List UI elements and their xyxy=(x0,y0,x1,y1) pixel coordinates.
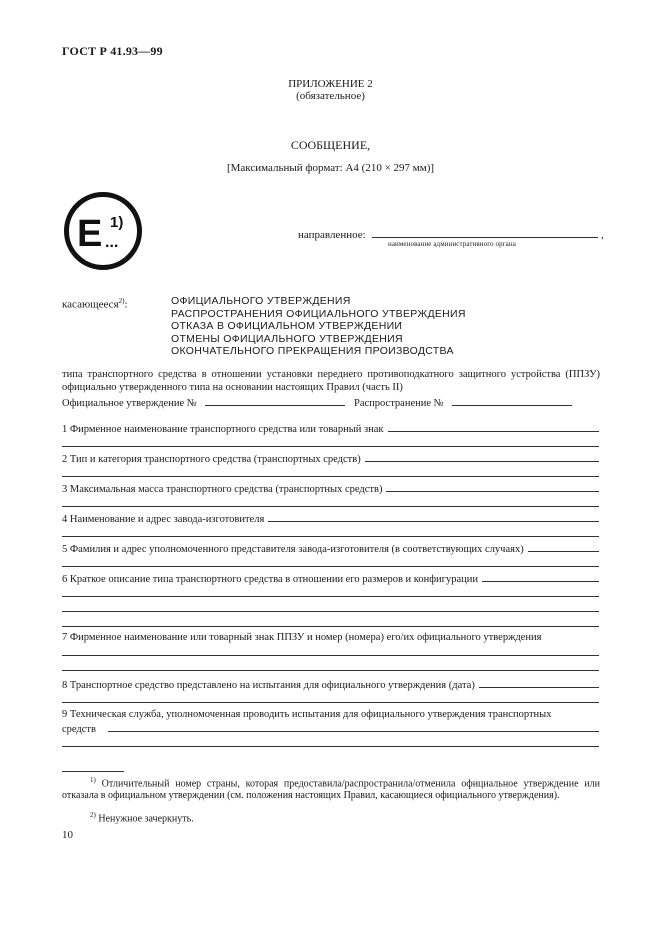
form-item-1 xyxy=(62,423,599,435)
approval-number-field[interactable] xyxy=(205,396,345,406)
blank-line[interactable] xyxy=(62,626,599,627)
item-field[interactable] xyxy=(482,573,599,582)
format-note: [Максимальный формат: А4 (210 × 297 мм)] xyxy=(226,162,435,174)
logo-letter: E xyxy=(77,213,103,255)
item-label: 1 Фирменное наименование транспортного средства или товарный знак xyxy=(62,424,384,435)
sent-to-caption: наименование административного органа xyxy=(388,240,516,248)
form-item-3 xyxy=(62,483,599,495)
item-field[interactable] xyxy=(386,483,599,492)
item-label: 4 Наименование и адрес завода-изготовителя xyxy=(62,514,265,525)
item-field[interactable] xyxy=(268,513,599,522)
form-item-2 xyxy=(62,453,599,465)
item-field[interactable] xyxy=(479,679,599,688)
footnote-2 xyxy=(62,809,600,825)
sent-to-row xyxy=(298,227,604,241)
sent-to-comma: , xyxy=(601,229,604,241)
logo-dots: ... xyxy=(105,234,119,251)
message-title: СООБЩЕНИЕ, xyxy=(290,138,371,152)
sent-to-label: направленное: xyxy=(298,229,366,241)
item-label: 8 Транспортное средство представлено на испытания для официального утверждения (дата) xyxy=(62,680,475,691)
appendix-subtitle: (обязательное) xyxy=(296,90,365,102)
option-extension[interactable]: РАСПРОСТРАНЕНИЯ ОФИЦИАЛЬНОГО УТВЕРЖДЕНИЯ xyxy=(171,307,466,320)
sent-to-field[interactable] xyxy=(372,227,598,238)
item-label: 3 Максимальная масса транспортного средства (транспортных средств) xyxy=(62,484,383,495)
blank-line[interactable] xyxy=(62,611,599,612)
item-label: 7 Фирменное наименование или товарный знак ППЗУ и номер (номера) его/их официального утверждения xyxy=(62,632,542,643)
footnote-separator xyxy=(62,771,124,772)
concerning-label-text: касающееся xyxy=(62,298,119,311)
blank-line[interactable] xyxy=(62,446,599,447)
appendix-title: ПРИЛОЖЕНИЕ 2 xyxy=(288,78,373,90)
form-item-6 xyxy=(62,573,599,585)
logo-superscript: 1) xyxy=(110,214,124,231)
blank-line[interactable] xyxy=(62,670,599,671)
page-number: 10 xyxy=(62,829,73,841)
blank-line[interactable] xyxy=(62,566,599,567)
item-label: 9 Техническая служба, уполномоченная проводить испытания для официального утверждения транспортных xyxy=(62,709,552,720)
item-label: 2 Тип и категория транспортного средства (транспортных средств) xyxy=(62,454,361,465)
item-label: 6 Краткое описание типа транспортного средства в отношении его размеров и конфигурации xyxy=(62,574,478,585)
blank-line[interactable] xyxy=(62,746,599,747)
blank-line[interactable] xyxy=(62,506,599,507)
approval-mark-logo xyxy=(63,191,143,271)
extension-number-label: Распространение № xyxy=(354,398,444,409)
item-field[interactable] xyxy=(388,423,599,432)
blank-line[interactable] xyxy=(62,536,599,537)
form-item-5 xyxy=(62,543,599,555)
intro-paragraph: типа транспортного средства в отношении установки переднего противоподкатного защитного устройства (ППЗУ) официально утвержденного типа на основании настоящих Правил (часть II) xyxy=(62,369,600,393)
concerning-label xyxy=(62,297,128,311)
item-field[interactable] xyxy=(365,453,599,462)
option-discontinued[interactable]: ОКОНЧАТЕЛЬНОГО ПРЕКРАЩЕНИЯ ПРОИЗВОДСТВА xyxy=(171,345,454,358)
blank-line[interactable] xyxy=(62,655,599,656)
option-withdrawal[interactable]: ОТМЕНЫ ОФИЦИАЛЬНОГО УТВЕРЖДЕНИЯ xyxy=(171,332,403,345)
option-approval[interactable]: ОФИЦИАЛЬНОГО УТВЕРЖДЕНИЯ xyxy=(171,295,351,307)
item-label: 5 Фамилия и адрес уполномоченного представителя завода-изготовителя (в соответствующих случаях) xyxy=(62,544,524,555)
option-refusal[interactable]: ОТКАЗА В ОФИЦИАЛЬНОМ УТВЕРЖДЕНИИ xyxy=(171,320,403,333)
footnote-2-mark: 2) xyxy=(90,811,96,819)
blank-line[interactable] xyxy=(62,596,599,597)
blank-line[interactable] xyxy=(62,702,599,703)
footnote-1-mark: 1) xyxy=(90,776,96,784)
extension-number-field[interactable] xyxy=(452,396,572,406)
form-item-7 xyxy=(62,632,599,643)
form-item-9-cont xyxy=(62,723,599,735)
item-field[interactable] xyxy=(108,723,599,732)
concerning-colon: : xyxy=(124,298,128,311)
approval-number-label: Официальное утверждение № xyxy=(62,398,197,409)
concerning-options xyxy=(171,295,466,358)
document-header: ГОСТ Р 41.93—99 xyxy=(62,44,163,58)
form-item-4 xyxy=(62,513,599,525)
item-field[interactable] xyxy=(528,543,599,552)
footnote-1-text: Отличительный номер страны, которая предоставила/распространила/отменила официальное утверждение или отказала в официальном утверждении (см. положения настоящих Правил, касающиеся официального утверждения). xyxy=(62,778,601,802)
item-label-cont: средств xyxy=(62,724,96,735)
concerning-footnote-mark: 2) xyxy=(118,297,125,305)
form-item-9 xyxy=(62,709,599,720)
approval-numbers-row xyxy=(62,396,600,409)
blank-line[interactable] xyxy=(62,476,599,477)
form-item-8 xyxy=(62,679,599,691)
footnote-1 xyxy=(62,774,600,802)
footnote-2-text: Ненужное зачеркнуть. xyxy=(98,813,194,825)
